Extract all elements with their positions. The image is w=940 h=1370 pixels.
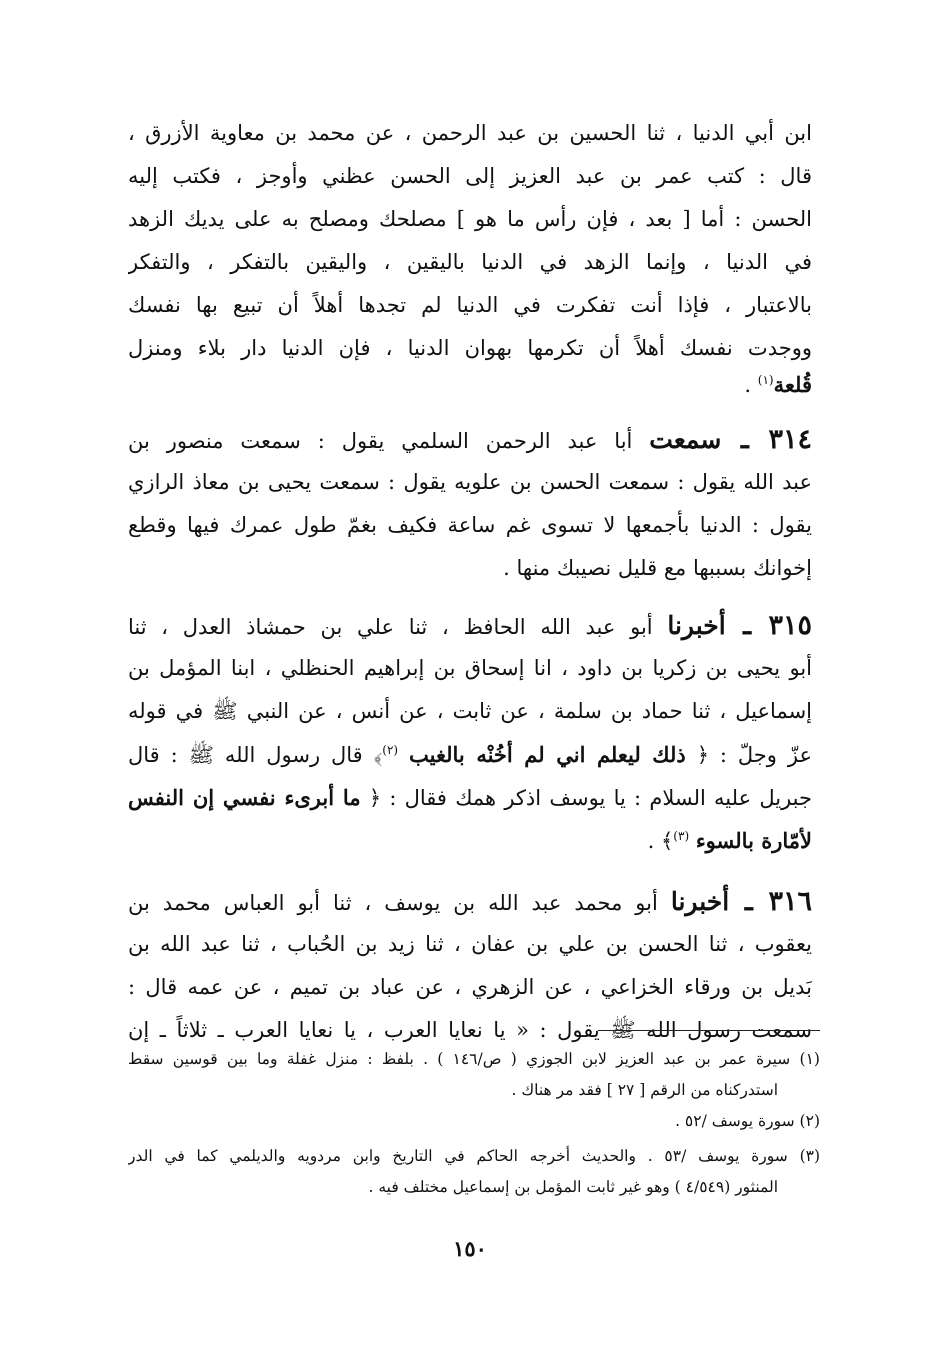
text-line: ابن أبي الدنيا ، ثنا الحسين بن عبد الرحمن ، عن محمد بن معاوية الأزرق ، xyxy=(128,121,812,145)
line-text: أبو محمد عبد الله بن يوسف ، ثنا أبو العباس محمد بن xyxy=(128,891,658,915)
paragraph-1 xyxy=(128,112,812,404)
text-line: إسماعيل ، ثنا حماد بن سلمة ، عن ثابت ، عن أنس ، عن النبي ﷺ في قوله xyxy=(128,699,812,723)
hadith-number: ٣١٥ xyxy=(768,610,812,641)
footnote-3 xyxy=(128,1141,820,1172)
footnote-ref: (١) xyxy=(757,373,774,387)
text-line: يعقوب ، ثنا الحسن بن علي بن عفان ، ثنا زيد بن الحُباب ، ثنا عبد الله بن xyxy=(128,932,812,956)
quran-quote: ما أبرىء نفسي إن النفس xyxy=(128,785,361,810)
text-line xyxy=(128,370,812,404)
footnote-marker: (٣) xyxy=(799,1147,820,1165)
text-line: قال : كتب عمر بن عبد العزيز إلى الحسن عظني وأوجز ، فكتب إليه xyxy=(128,164,812,188)
line-text: أبا عبد الرحمن السلمي يقول : سمعت منصور بن xyxy=(128,429,633,453)
text-line: بالاعتبار ، فإذا أنت تفكرت في الدنيا لم تجدها أهلاً أن تبيع بها نفسك xyxy=(128,293,812,317)
line-text: عزّ وجلّ : ﴿ xyxy=(696,743,812,767)
footnote-ref: (٢) xyxy=(382,743,399,757)
text-line: بَديل بن ورقاء الخزاعي ، عن الزهري ، عن عباد بن تميم ، عن عمه قال : xyxy=(128,975,812,999)
line-text: ﴾ قال رسول الله ﷺ : قال xyxy=(128,743,383,767)
text-line: الحسن : أما [ بعد ، فإن رأس ما هو ] مصلحك ومصلح به على يديك الزهد xyxy=(128,207,812,231)
text-line xyxy=(128,819,812,862)
line-text: جبريل عليه السلام : يا يوسف اذكر همك فقال : ﴿ xyxy=(368,786,812,810)
hadith-keyword: أخبرنا xyxy=(670,887,730,916)
paragraph-316 xyxy=(128,880,812,1052)
paragraph-314 xyxy=(128,418,812,590)
footnotes xyxy=(128,1044,820,1203)
main-text xyxy=(128,112,812,1052)
footnote-text: سورة يوسف /٥٢ . xyxy=(675,1112,795,1130)
footnote-text: سيرة عمر بن عبد العزيز لابن الجوزي ( ص/١٤٦ ) . بلفظ : منزل غفلة وما بين قوسين سقط xyxy=(128,1050,791,1068)
last-word: قُلعة xyxy=(773,372,812,397)
footnote-3-continued: المنثور (٤/٥٤٩ ) وهو غير ثابت المؤمل بن إسماعيل مختلف فيه . xyxy=(368,1178,778,1196)
line-tail: . xyxy=(744,373,758,397)
text-line: عبد الله يقول : سمعت الحسن بن علويه يقول : سمعت يحيى بن معاذ الرازي xyxy=(128,470,812,494)
footnote-marker: (١) xyxy=(799,1050,820,1068)
hadith-keyword: سمعت xyxy=(649,425,722,454)
text-line: ٣١٤ ـ سمعت أبا عبد الرحمن السلمي يقول : سمعت منصور بن xyxy=(128,424,812,455)
text-line: ووجدت نفسك أهلاً أن تكرمها بهوان الدنيا ، فإن الدنيا دار بلاء ومنزل xyxy=(128,336,812,360)
quran-quote: لأمّارة بالسوء xyxy=(695,828,812,853)
text-line: إخوانك بسببها مع قليل نصيبك منها . xyxy=(503,556,812,580)
line-text: أبو عبد الله الحافظ ، ثنا علي بن حمشاذ العدل ، ثنا xyxy=(128,615,653,639)
paragraph-315 xyxy=(128,604,812,862)
footnote-ref: (٣) xyxy=(673,829,690,843)
text-line xyxy=(128,776,812,819)
text-line: يقول : الدنيا بأجمعها لا تسوى غم ساعة فكيف بغمّ طول عمرك فيها وقطع xyxy=(128,513,812,537)
hadith-number: ٣١٦ xyxy=(768,886,812,917)
text-line xyxy=(128,733,812,776)
text-line: سمعت رسول الله ﷺ يقول : « يا نعايا العرب ، يا نعايا العرب ـ ثلاثاً ـ إن xyxy=(128,1018,812,1042)
footnote-marker: (٢) xyxy=(799,1112,820,1130)
quran-quote: ذلك ليعلم اني لم أخُنْه بالغيب xyxy=(409,742,686,767)
text-line: ٣١٦ ـ أخبرنا أبو محمد عبد الله بن يوسف ، ثنا أبو العباس محمد بن xyxy=(128,886,812,917)
footnote-1-continued: استدركناه من الرقم [ ٢٧ ] فقد مر هناك . xyxy=(511,1081,778,1099)
page-number: ١٥٠ xyxy=(453,1236,487,1261)
footnote-1 xyxy=(128,1044,820,1075)
hadith-number: ٣١٤ xyxy=(768,424,812,455)
footnote-2 xyxy=(128,1106,820,1137)
text-line: ٣١٥ ـ أخبرنا أبو عبد الله الحافظ ، ثنا علي بن حمشاذ العدل ، ثنا xyxy=(128,610,812,641)
text-line: في الدنيا ، وإنما الزهد في الدنيا باليقين ، واليقين بالتفكر ، والتفكر xyxy=(128,250,812,274)
text-line: أبو يحيى بن زكريا بن داود ، انا إسحاق بن إبراهيم الحنظلي ، ابنا المؤمل بن xyxy=(128,656,812,680)
line-text: ﴾ . xyxy=(647,829,674,853)
hadith-keyword: أخبرنا xyxy=(667,611,726,640)
footnote-separator xyxy=(598,1030,820,1031)
footnote-text: سورة يوسف /٥٣ . والحديث أخرجه الحاكم في التاريخ وابن مردويه والديلمي كما في الدر xyxy=(128,1147,788,1165)
